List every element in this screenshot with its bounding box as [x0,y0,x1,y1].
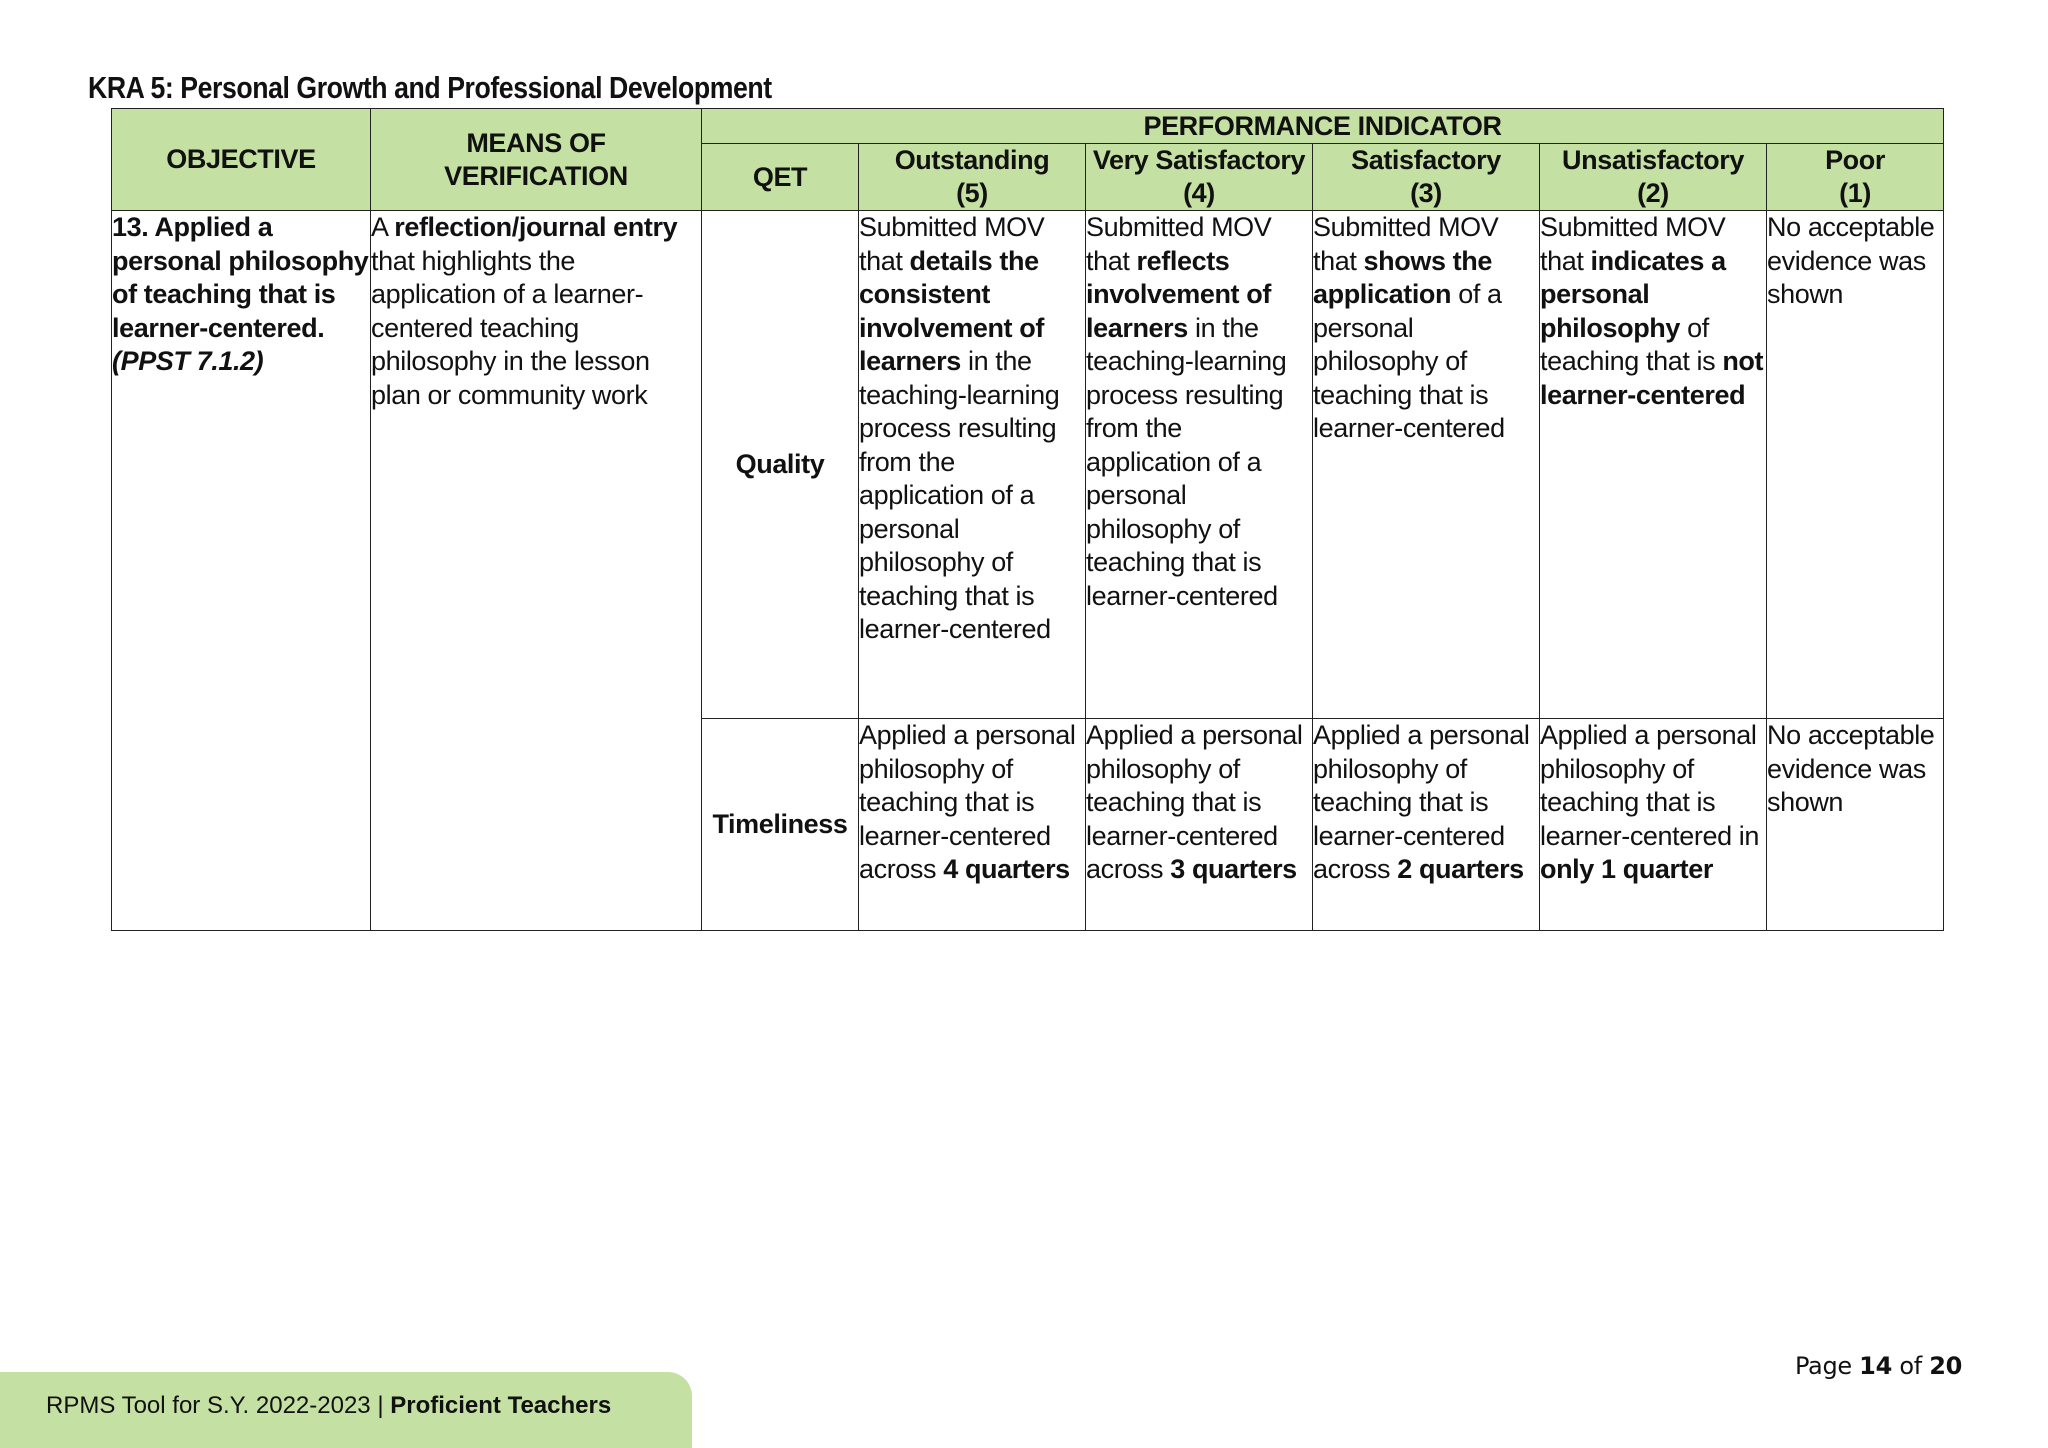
header-row-1 [112,109,1944,144]
mov-header: MEANS OF VERIFICATION [371,109,702,211]
rating-header-unsatisfactory: Unsatisfactory (2) [1540,144,1767,211]
page-number: Page 14 of 20 [1794,1352,1962,1380]
timeliness-very-satisfactory: Applied a personal philosophy of teaching that is learner-centered across 3 quarters [1086,719,1313,931]
qet-timeliness: Timeliness [702,719,859,931]
quality-outstanding: Submitted MOV that details the consistent involvement of learners in the teaching-learning process resulting from the application of a personal philosophy of teaching that is learner-centered [859,211,1086,719]
rubric-table [111,108,1944,931]
performance-indicator-header: PERFORMANCE INDICATOR [702,109,1944,144]
page-title: KRA 5: Personal Growth and Professional Development [88,70,772,105]
ppst-reference: (PPST 7.1.2) [112,346,264,376]
quality-unsatisfactory: Submitted MOV that indicates a personal philosophy of teaching that is not learner-centered [1540,211,1767,719]
objective-header: OBJECTIVE [112,109,371,211]
rating-header-satisfactory: Satisfactory (3) [1313,144,1540,211]
footer-text: RPMS Tool for S.Y. 2022-2023 | Proficient Teachers [46,1392,612,1419]
timeliness-unsatisfactory: Applied a personal philosophy of teaching that is learner-centered in only 1 quarter [1540,719,1767,931]
qet-header: QET [702,144,859,211]
objective-text: 13. Applied a personal philosophy of teaching that is learner-centered. [112,212,369,343]
rating-header-poor: Poor (1) [1767,144,1944,211]
rating-header-very-satisfactory: Very Satisfactory (4) [1086,144,1313,211]
timeliness-satisfactory: Applied a personal philosophy of teaching that is learner-centered across 2 quarters [1313,719,1540,931]
quality-very-satisfactory: Submitted MOV that reflects involvement of learners in the teaching-learning process resulting from the application of a personal philosophy of teaching that is learner-centered [1086,211,1313,719]
objective-cell [112,211,371,931]
rating-header-outstanding: Outstanding (5) [859,144,1086,211]
timeliness-outstanding: Applied a personal philosophy of teaching that is learner-centered across 4 quarters [859,719,1086,931]
quality-row [112,211,1944,719]
timeliness-poor: No acceptable evidence was shown [1767,719,1944,931]
qet-quality: Quality [702,211,859,719]
quality-poor: No acceptable evidence was shown [1767,211,1944,719]
mov-cell: A reflection/journal entry that highlights the application of a learner-centered teaching philosophy in the lesson plan or community work [371,211,702,931]
quality-satisfactory: Submitted MOV that shows the application of a personal philosophy of teaching that is learner-centered [1313,211,1540,719]
